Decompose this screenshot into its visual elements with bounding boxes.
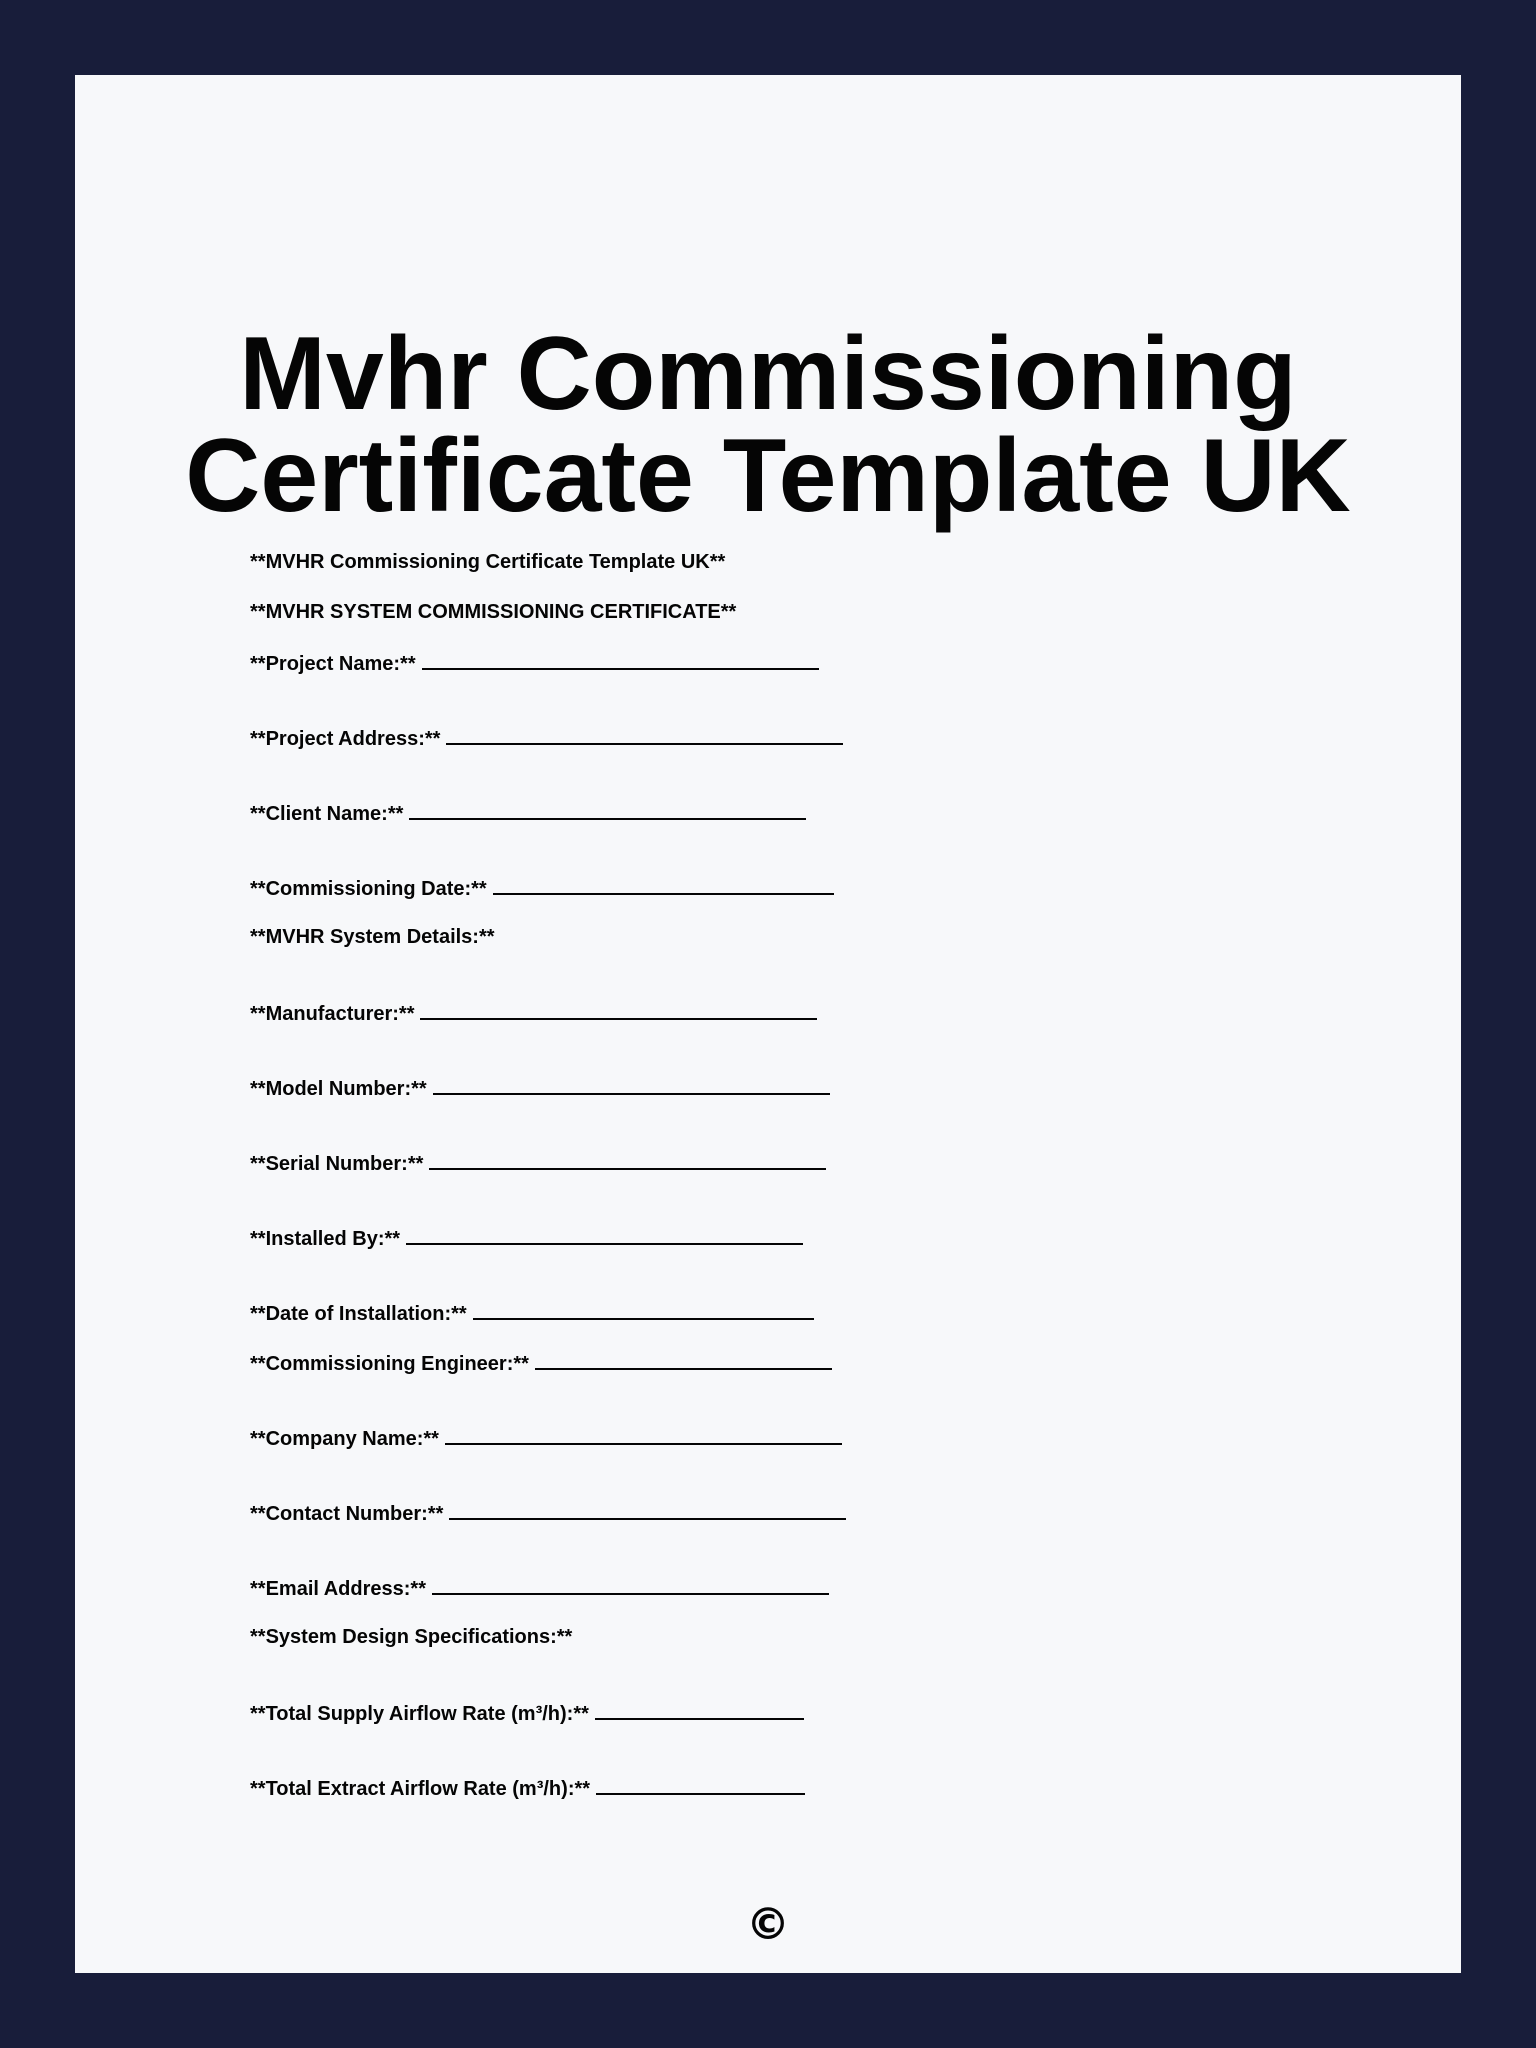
fill-in-line[interactable]: [446, 725, 843, 745]
field-contact-number: [250, 1500, 846, 1526]
field-commissioning-date: [250, 875, 834, 901]
fill-in-line[interactable]: [535, 1350, 832, 1370]
fill-in-line[interactable]: [493, 875, 834, 895]
fill-in-line[interactable]: [595, 1700, 804, 1720]
field-label: **Company Name:**: [250, 1428, 439, 1450]
field-date-of-installation: [250, 1300, 814, 1326]
fill-in-line[interactable]: [409, 800, 806, 820]
fill-in-line[interactable]: [445, 1425, 842, 1445]
field-model-number: [250, 1075, 830, 1101]
title-line-2: Certificate Template UK: [185, 418, 1351, 534]
field-label: **Commissioning Date:**: [250, 878, 487, 900]
field-serial-number: [250, 1150, 826, 1176]
field-project-address: [250, 725, 843, 751]
field-label: **Commissioning Engineer:**: [250, 1353, 529, 1375]
document-title: [75, 316, 1461, 534]
field-commissioning-engineer: [250, 1350, 832, 1376]
field-label: **Serial Number:**: [250, 1153, 424, 1175]
field-label: **Project Address:**: [250, 728, 441, 750]
title-line-1: Mvhr Commissioning: [239, 316, 1297, 432]
fill-in-line[interactable]: [429, 1150, 826, 1170]
field-total-supply-airflow: [250, 1700, 804, 1726]
fill-in-line[interactable]: [420, 1000, 817, 1020]
field-label: **Model Number:**: [250, 1078, 427, 1100]
field-project-name: [250, 650, 819, 676]
field-label: **Installed By:**: [250, 1228, 401, 1250]
field-label: **Manufacturer:**: [250, 1003, 415, 1025]
field-label: **Client Name:**: [250, 803, 404, 825]
field-total-extract-airflow: [250, 1775, 805, 1801]
field-label: **Email Address:**: [250, 1578, 426, 1600]
copyright-icon: ©: [746, 1899, 790, 1950]
field-label: **Contact Number:**: [250, 1503, 444, 1525]
heading-system-commissioning-certificate: **MVHR SYSTEM COMMISSIONING CERTIFICATE**: [250, 601, 737, 623]
fill-in-line[interactable]: [406, 1225, 803, 1245]
field-company-name: [250, 1425, 842, 1451]
field-client-name: [250, 800, 806, 826]
field-manufacturer: [250, 1000, 817, 1026]
field-email-address: [250, 1575, 829, 1601]
field-label: **Project Name:**: [250, 653, 416, 675]
fill-in-line[interactable]: [473, 1300, 814, 1320]
certificate-page: [75, 75, 1461, 1973]
fill-in-line[interactable]: [432, 1575, 829, 1595]
field-installed-by: [250, 1225, 803, 1251]
heading-system-details: **MVHR System Details:**: [250, 926, 495, 948]
field-label: **Date of Installation:**: [250, 1303, 467, 1325]
fill-in-line[interactable]: [596, 1775, 805, 1795]
fill-in-line[interactable]: [449, 1500, 846, 1520]
fill-in-line[interactable]: [422, 650, 819, 670]
fill-in-line[interactable]: [433, 1075, 830, 1095]
heading-certificate-template: **MVHR Commissioning Certificate Template UK**: [250, 551, 726, 573]
field-label: **Total Supply Airflow Rate (m³/h):**: [250, 1703, 589, 1725]
heading-design-specifications: **System Design Specifications:**: [250, 1626, 573, 1648]
field-label: **Total Extract Airflow Rate (m³/h):**: [250, 1778, 591, 1800]
